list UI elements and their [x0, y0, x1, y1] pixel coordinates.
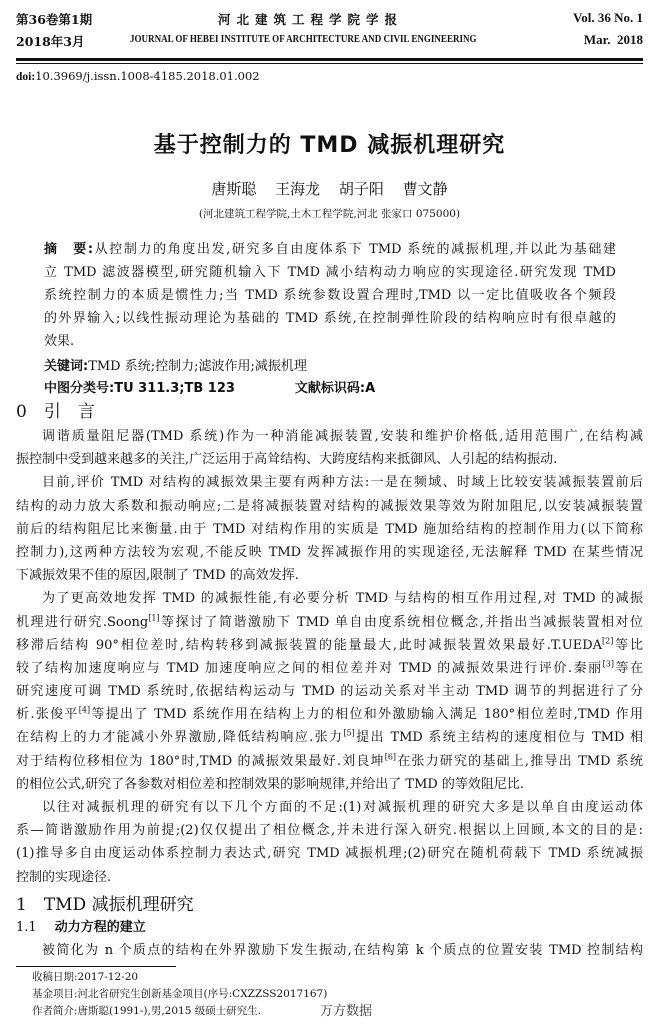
body-line: 控制的实现途径. — [16, 869, 112, 885]
citation-ref[interactable]: [2] — [602, 636, 614, 646]
body-line: 被简化为 n 个质点的结构在外界激励下发生振动,在结构第 k 个质点的位置安装 TMD 控制结构 — [42, 943, 643, 958]
paper-title: 基于控制力的 TMD 减振机理研究 — [153, 133, 506, 158]
body-line: 控制力),这两种方法较为宏观,不能反映 TMD 发挥减振作用的实现途径,无法解释 TMD 在某些情况 — [16, 544, 643, 560]
keywords-value: TMD 系统;控制力;滤波作用;减振机理 — [88, 359, 307, 374]
wanfang-watermark: 万方数据 — [320, 1004, 373, 1019]
abstract — [44, 238, 616, 353]
footnote-author: 作者简介:唐斯聪(1991-),男,2015 级硕士研究生. — [32, 1005, 262, 1017]
doi — [16, 69, 260, 83]
journal-name-en: JOURNAL OF HEBEI INSTITUTE OF ARCHITECTURE AND CIVIL ENGINEERING — [130, 34, 477, 45]
section-1-body — [16, 940, 643, 962]
body-line: 系—简谐激励作用为前提;(2)仅仅提出了相位概念,并未进行深入研究.根据以上回顾,本文的目的是: — [16, 823, 643, 839]
body-line: 振控制中受到越来越多的关注,广泛运用于高耸结构、大跨度结构来抵御风、人引起的结构振动. — [16, 452, 558, 468]
doc-code-label: 文献标识码: — [294, 381, 366, 396]
body-line: 移滞后结构 90°相位差时,结构转移到减振装置的能量最大,此时减振装置效果最好.T.UEDA[2]等比 — [16, 636, 643, 653]
authors: 唐斯聪 王海龙 胡子阳 曹文静 — [211, 180, 448, 198]
body-line: 前后的结构阻尼比来衡量.由于 TMD 对结构作用的实质是 TMD 施加给结构的控制作用力(以下简称 — [16, 521, 643, 537]
abstract-line — [44, 238, 616, 261]
abstract-label: 摘 要: — [44, 242, 94, 257]
section-0-heading: 0 引 言 — [16, 402, 95, 422]
date-en: Mar. 2018 — [583, 32, 643, 47]
body-line: 目前,评价 TMD 对结构的减振效果主要有两种方法:一是在频域、时域上比较安装减振装置前后 — [42, 475, 643, 491]
date-cn: 2018年3月 — [16, 34, 85, 49]
section-0-body — [16, 425, 643, 889]
abstract-line: 的外界输入;以线性振动理论为基础的 TMD 系统,在控制弹性阶段的结构响应时有很卓越的 — [44, 311, 616, 326]
journal-name-cn: 河北建筑工程学院学报 — [218, 12, 404, 27]
citation-ref[interactable]: [1] — [148, 613, 160, 623]
affiliation: (河北建筑工程学院,土木工程学院,河北 张家口 075000) — [198, 208, 461, 220]
keywords-label: 关键词: — [44, 359, 89, 374]
keywords — [44, 356, 307, 378]
body-line: 较了结构加速度响应与 TMD 加速度响应之间的相位差并对 TMD 的减振效果进行评价.秦丽[3]等在 — [16, 659, 643, 676]
volume-cn: 第36卷第1期 — [16, 12, 93, 27]
body-line: 以往对减振机理的研究有以下几个方面的不足:(1)对减振机理的研究大多是以单自由度运动体 — [42, 800, 643, 815]
header-thin-rule — [16, 63, 643, 64]
subsection-number: 1.1 — [16, 920, 37, 935]
footnote-received: 收稿日期:2017-12-20 — [32, 971, 139, 983]
body-line: (1)推导多自由度运动体系控制力表达式,研究 TMD 减振机理;(2)研究在随机荷载下 TMD 系统减振 — [16, 846, 643, 862]
body-line: 的相位公式,研究了各参数对相位差和控制效果的影响规律,并给出了 TMD 的等效阻尼比. — [16, 776, 525, 792]
footnote-rule — [16, 966, 176, 967]
body-line: 研究速度可调 TMD 系统时,依据结构运动与 TMD 的运动关系对半主动 TMD 调节的判据进行了分 — [16, 684, 643, 700]
body-line: 下减振效果不佳的原因,限制了 TMD 的高效发挥. — [16, 568, 299, 584]
abstract-line: 系统控制力的本质是惯性力;当 TMD 系统参数设置合理时,TMD 以一定比值吸收各个频段 — [44, 288, 616, 303]
body-line: 机理进行研究.Soong[1]等探讨了简谐激励下 TMD 单自由度系统相位概念,并指出当减振装置相对位 — [16, 613, 643, 630]
header-thick-rule — [16, 58, 643, 61]
section-1-heading: 1 TMD 减振机理研究 — [16, 895, 194, 915]
doi-value: 10.3969/j.issn.1008-4185.2018.01.002 — [35, 69, 260, 83]
classification-label: 中图分类号: — [44, 381, 115, 396]
abstract-text: 从控制力的角度出发,研究多自由度体系下 TMD 系统的减振机理,并以此为基础建 — [93, 242, 616, 257]
body-line: 调谐质量阻尼器(TMD 系统)作为一种消能减振装置,安装和维护价格低,适用范围广,在结构减 — [42, 429, 643, 444]
doi-label: doi: — [16, 71, 36, 83]
body-line: 对于结构位移相位为 180°时,TMD 的减振效果最好.刘良坤[6]在张力研究的基础上,推导出 TMD 系统 — [16, 752, 643, 769]
body-line: 在结构上的力才能减小外界激励,降低结构响应.张力[5]提出 TMD 系统主结构的速度相位与 TMD 相 — [16, 729, 643, 746]
doc-code-value: A — [365, 381, 376, 396]
subsection-title: 动力方程的建立 — [54, 920, 146, 935]
classification — [44, 378, 375, 400]
subsection-1-1-heading — [16, 918, 146, 938]
body-line: 为了更高效地发挥 TMD 的减振性能,有必要分析 TMD 与结构的相互作用过程,对 TMD 的减振 — [42, 591, 643, 607]
footnote-fund: 基金项目:河北省研究生创新基金项目(序号:CXZZSS2017167) — [32, 988, 328, 1000]
citation-ref[interactable]: [4] — [78, 705, 91, 715]
abstract-line: 立 TMD 滤波器模型,研究随机输入下 TMD 减小结构动力响应的实现途径.研究发现 TMD — [44, 265, 616, 280]
citation-ref[interactable]: [6] — [384, 752, 397, 762]
abstract-line: 效果. — [44, 334, 75, 349]
volume-en: Vol. 36 No. 1 — [573, 10, 643, 25]
body-line: 结构的动力放大系数和振动响应;二是将减振装置对结构的减振效果等效为附加阻尼,以安装减振装置 — [16, 498, 643, 514]
classification-value: TU 311.3;TB 123 — [114, 381, 235, 396]
citation-ref[interactable]: [5] — [343, 729, 355, 739]
citation-ref[interactable]: [3] — [602, 659, 614, 669]
body-line: 析.张俊平[4]等提出了 TMD 系统作用在结构上力的相位和外激励输入满足 180°相位差时,TMD 作用 — [16, 705, 643, 723]
